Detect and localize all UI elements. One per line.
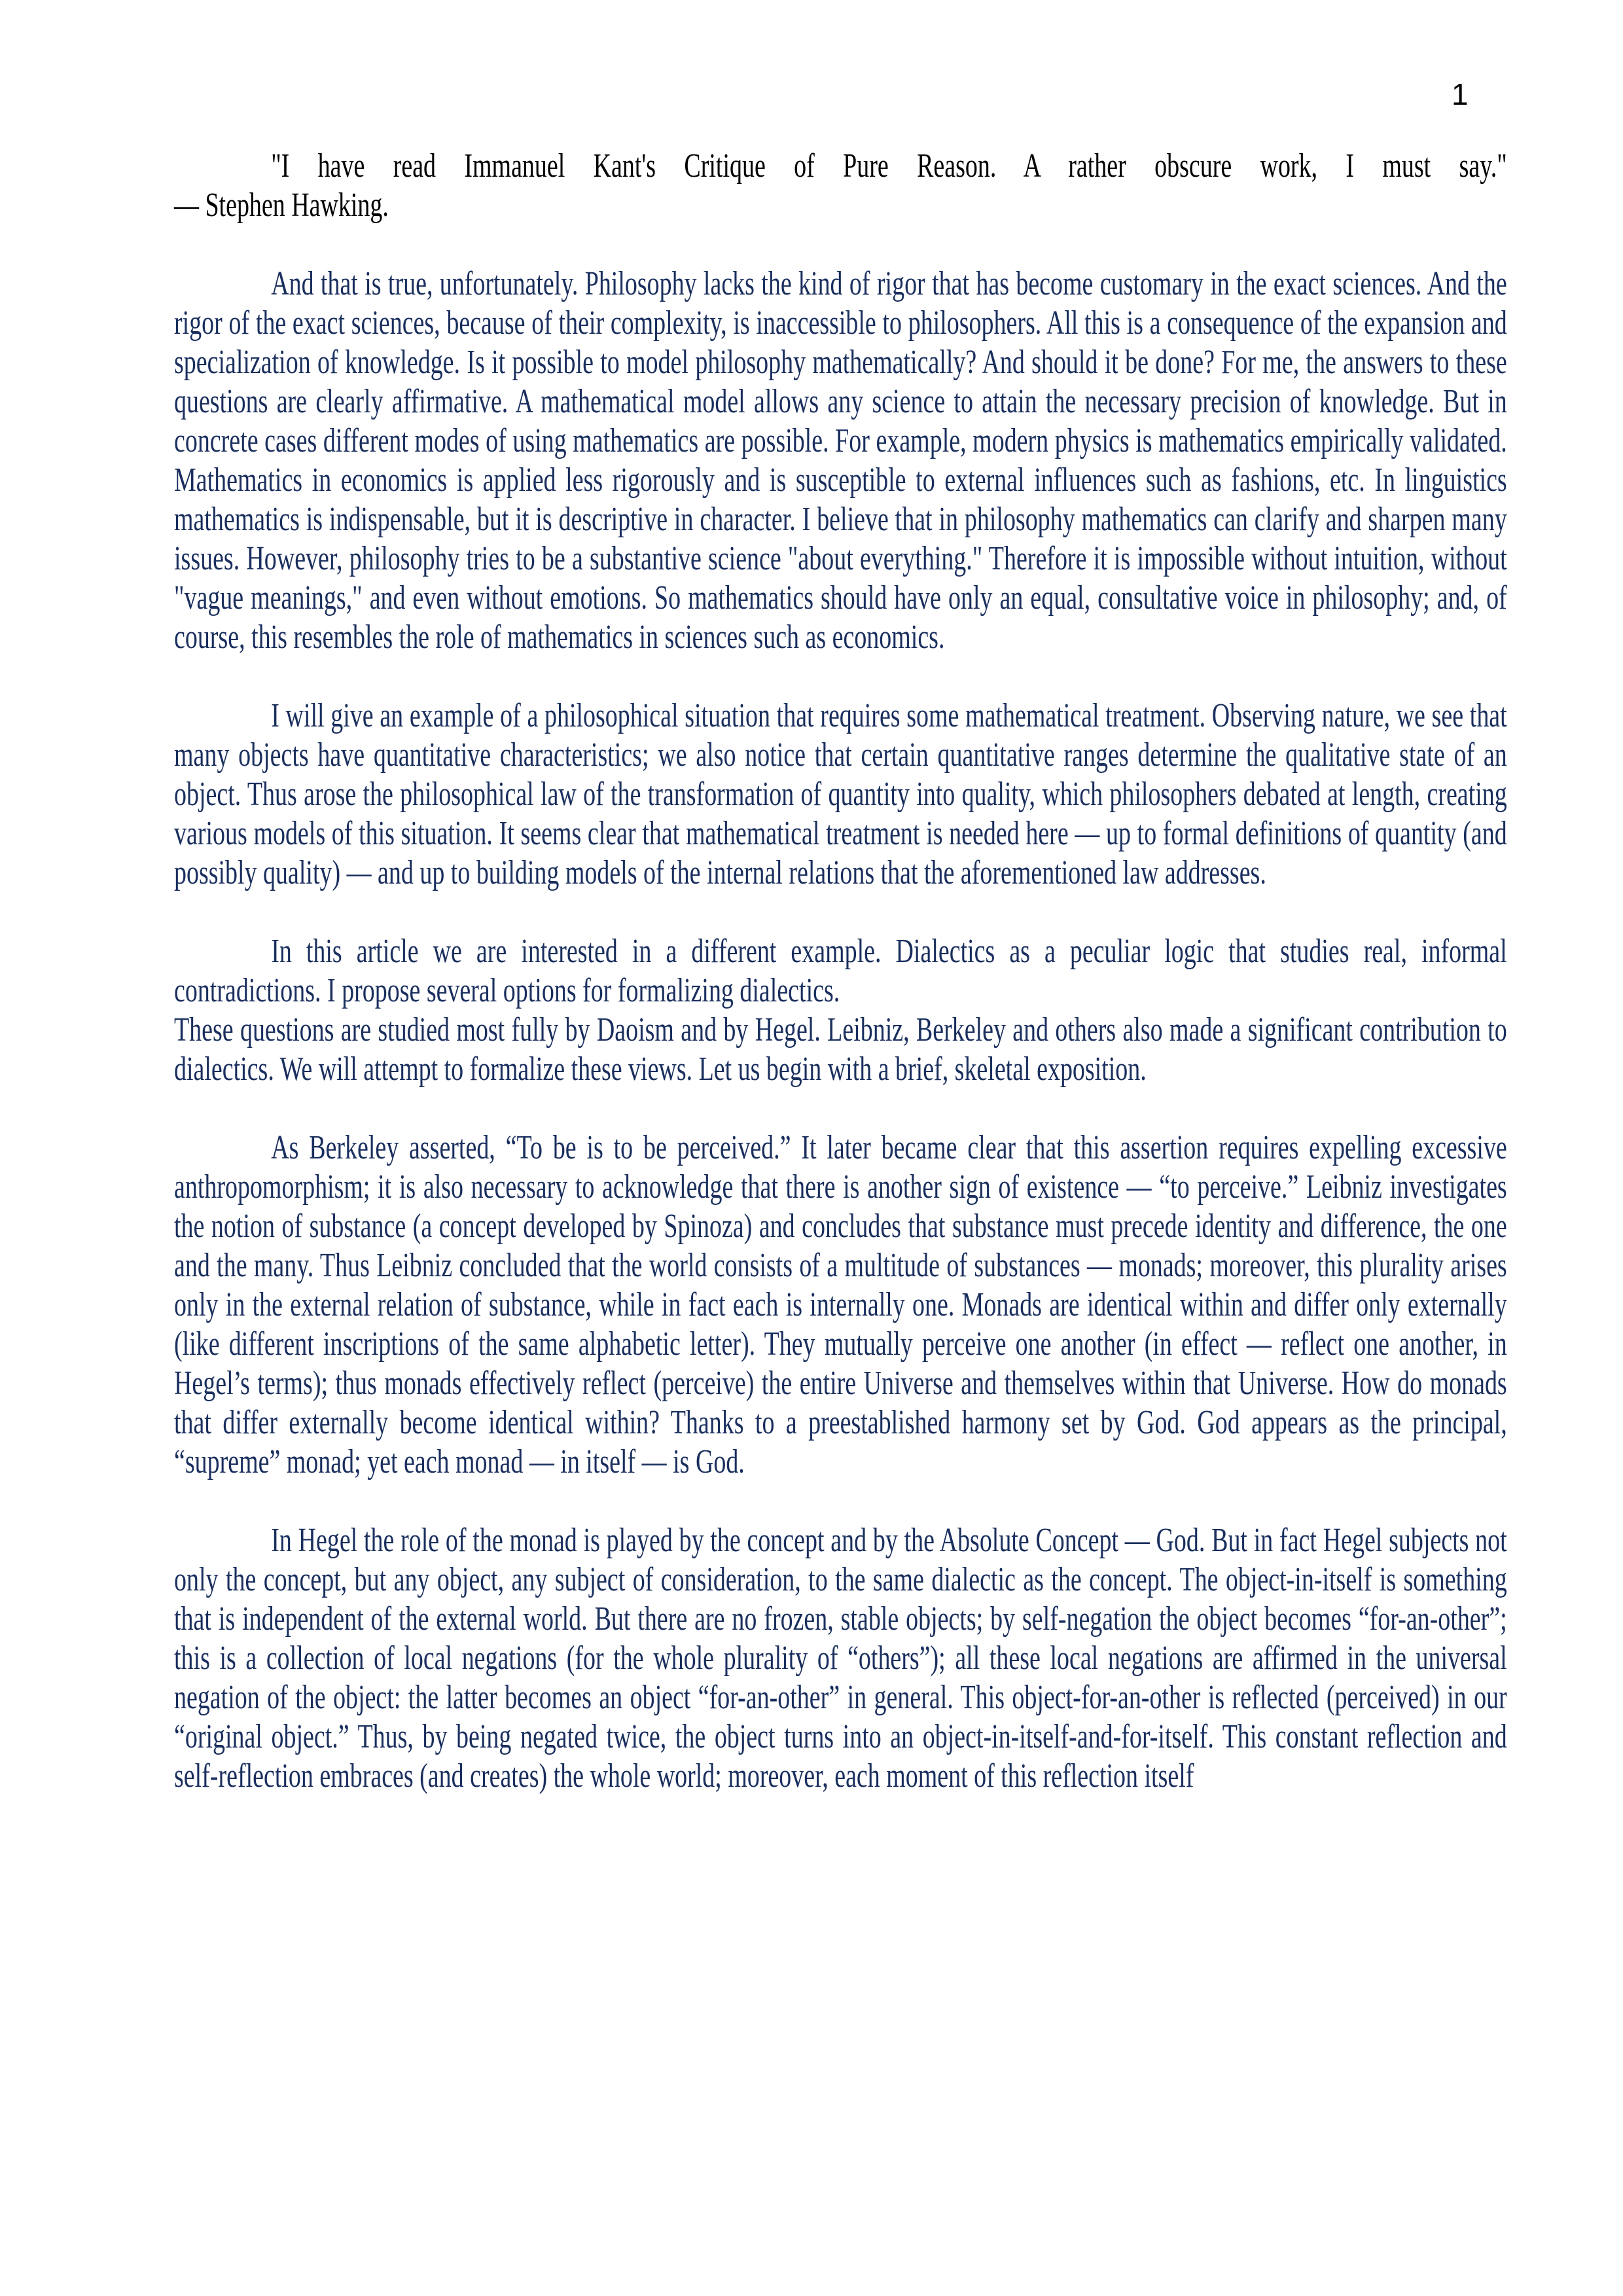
- epigraph-quote-line-1: "I have read Immanuel Kant's Critique of Pure Reason. A rather obscure work, I must say.": [271, 147, 1507, 185]
- para-hegel-negation: In Hegel the role of the monad is played by the concept and by the Absolute Concept — God. But in fact Hegel subjects not only the concept, but any object, any subject of consideration, to the same dialectic as the concept. The object-in-itself is something that is independent of the external world. But there are no frozen, stable objects; by self-negation the object becomes “for-an-other”; this is a collection of local negations (for the whole plurality of “others”); all these local negations are affirmed in the universal negation of the object: the latter becomes an object “for-an-other” in general. This object-for-an-other is reflected (perceived) in our “original object.” Thus, by being negated twice, the object turns into an object-in-itself-and-for-itself. This constant reflection and self-reflection embraces (and creates) the whole world; moreover, each moment of this reflection itself: [174, 1522, 1507, 1795]
- page-number: 1: [1452, 77, 1469, 111]
- epigraph-quote: [174, 147, 1507, 225]
- para-berkeley-leibniz-monads: As Berkeley asserted, “To be is to be perceived.” It later became clear that this assertion requires expelling excessive anthropomorphism; it is also necessary to acknowledge that there is another sign of existence — “to perceive.” Leibniz investigates the notion of substance (a concept developed by Spinoza) and concludes that substance must precede identity and difference, the one and the many. Thus Leibniz concluded that the world consists of a multitude of substances — monads; moreover, this plurality arises only in the external relation of substance, while in fact each is internally one. Monads are identical within and differ only externally (like different inscriptions of the same alphabetic letter). They mutually perceive one another (in effect — reflect one another, in Hegel’s terms); thus monads effectively reflect (perceive) the entire Universe and themselves within that Universe. How do monads that differ externally become identical within? Thanks to a preestablished harmony set by God. God appears as the principal, “supreme” monad; yet each monad — in itself — is God.: [174, 1129, 1507, 1480]
- para-philosophy-rigor: And that is true, unfortunately. Philosophy lacks the kind of rigor that has become customary in the exact sciences. And the rigor of the exact sciences, because of their complexity, is inaccessible to philosophers. All this is a consequence of the expansion and specialization of knowledge. Is it possible to model philosophy mathematically? And should it be done? For me, the answers to these questions are clearly affirmative. A mathematical model allows any science to attain the necessary precision of knowledge. But in concrete cases different modes of using mathematics are possible. For example, modern physics is mathematics empirically validated. Mathematics in economics is applied less rigorously and is susceptible to external influences such as fashions, etc. In linguistics mathematics is indispensable, but it is descriptive in character. I believe that in philosophy mathematics can clarify and sharpen many issues. However, philosophy tries to be a substantive science "about everything." Therefore it is impossible without intuition, without "vague meanings," and even without emotions. So mathematics should have only an equal, consultative voice in philosophy; and, of course, this resembles the role of mathematics in sciences such as economics.: [174, 265, 1507, 656]
- para-dialectics-sources: These questions are studied most fully by Daoism and by Hegel. Leibniz, Berkeley and others also made a significant contribution to dialectics. We will attempt to formalize these views. Let us begin with a brief, skeletal exposition.: [174, 1011, 1507, 1088]
- para-quantity-quality: I will give an example of a philosophical situation that requires some mathematical treatment. Observing nature, we see that many objects have quantitative characteristics; we also notice that certain quantitative ranges determine the qualitative state of an object. Thus arose the philosophical law of the transformation of quantity into quality, which philosophers debated at length, creating various models of this situation. It seems clear that mathematical treatment is needed here — up to formal definitions of quantity (and possibly quality) — and up to building models of the internal relations that the aforementioned law addresses.: [174, 697, 1507, 891]
- para-dialectics-intro: In this article we are interested in a different example. Dialectics as a peculiar logic that studies real, informal contradictions. I propose several options for formalizing dialectics.: [174, 933, 1507, 1009]
- epigraph-quote-line-2: — Stephen Hawking.: [174, 187, 389, 224]
- document-body-text: [174, 147, 1507, 1835]
